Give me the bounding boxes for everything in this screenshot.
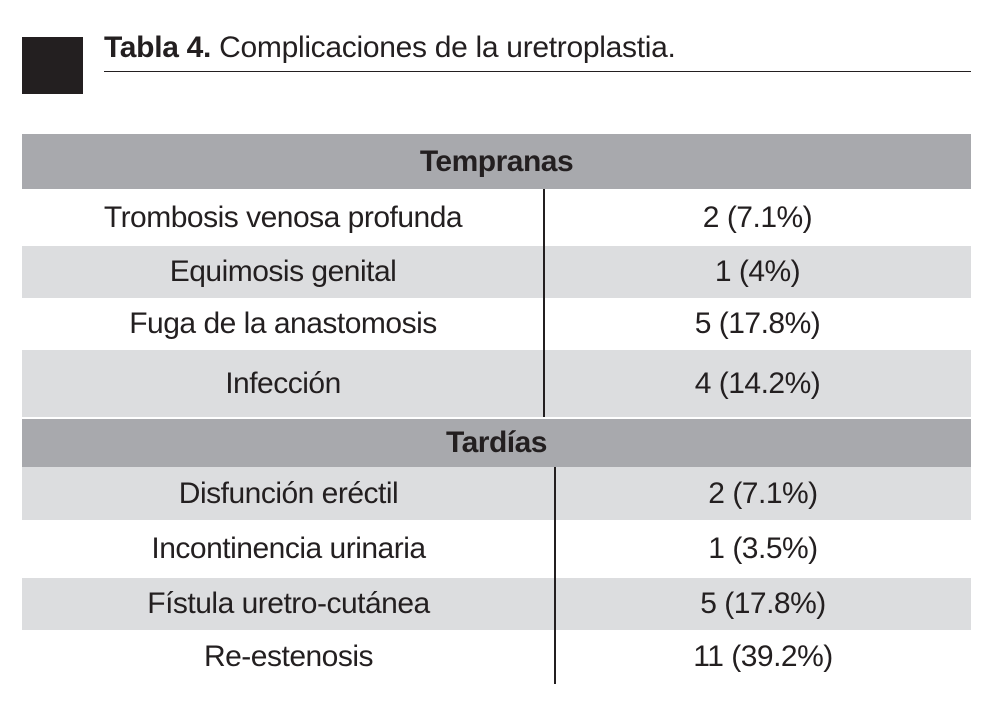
row-value: 4 (14.2%)	[694, 366, 821, 400]
row-label: Trombosis venosa profunda	[103, 200, 463, 234]
column-divider	[543, 189, 545, 417]
row-label: Fuga de la anastomosis	[129, 307, 437, 340]
table-row	[22, 246, 971, 298]
section-header-tempranas: Tempranas	[22, 134, 971, 189]
table-title	[104, 31, 676, 65]
table-title-text: Complicaciones de la uretroplastia.	[211, 31, 676, 64]
title-rule	[104, 71, 971, 72]
title-marker-block	[22, 37, 83, 94]
table-row	[22, 189, 971, 246]
row-value: 5 (17.8%)	[694, 307, 821, 340]
row-label: Disfunción eréctil	[178, 476, 399, 510]
table-title-number: Tabla 4.	[104, 31, 212, 64]
row-value: 11 (39.2%)	[693, 640, 833, 673]
table-row	[22, 467, 971, 520]
row-label: Incontinencia urinaria	[151, 532, 426, 565]
row-label: Re-estenosis	[203, 640, 374, 673]
table-row	[22, 350, 971, 417]
row-value: 2 (7.1%)	[708, 476, 818, 510]
table-row	[22, 630, 971, 684]
section-header-tardias: Tardías	[22, 419, 971, 467]
table-row	[22, 520, 971, 578]
row-value: 5 (17.8%)	[700, 587, 826, 620]
row-value: 1 (4%)	[714, 255, 801, 288]
table-row	[22, 298, 971, 350]
column-divider	[554, 467, 556, 684]
row-value: 2 (7.1%)	[702, 200, 813, 234]
row-value: 1 (3.5%)	[708, 532, 818, 565]
row-label: Infección	[225, 366, 341, 400]
table-row	[22, 578, 971, 630]
row-label: Fístula uretro-cutánea	[147, 587, 430, 620]
row-label: Equimosis genital	[169, 255, 397, 288]
